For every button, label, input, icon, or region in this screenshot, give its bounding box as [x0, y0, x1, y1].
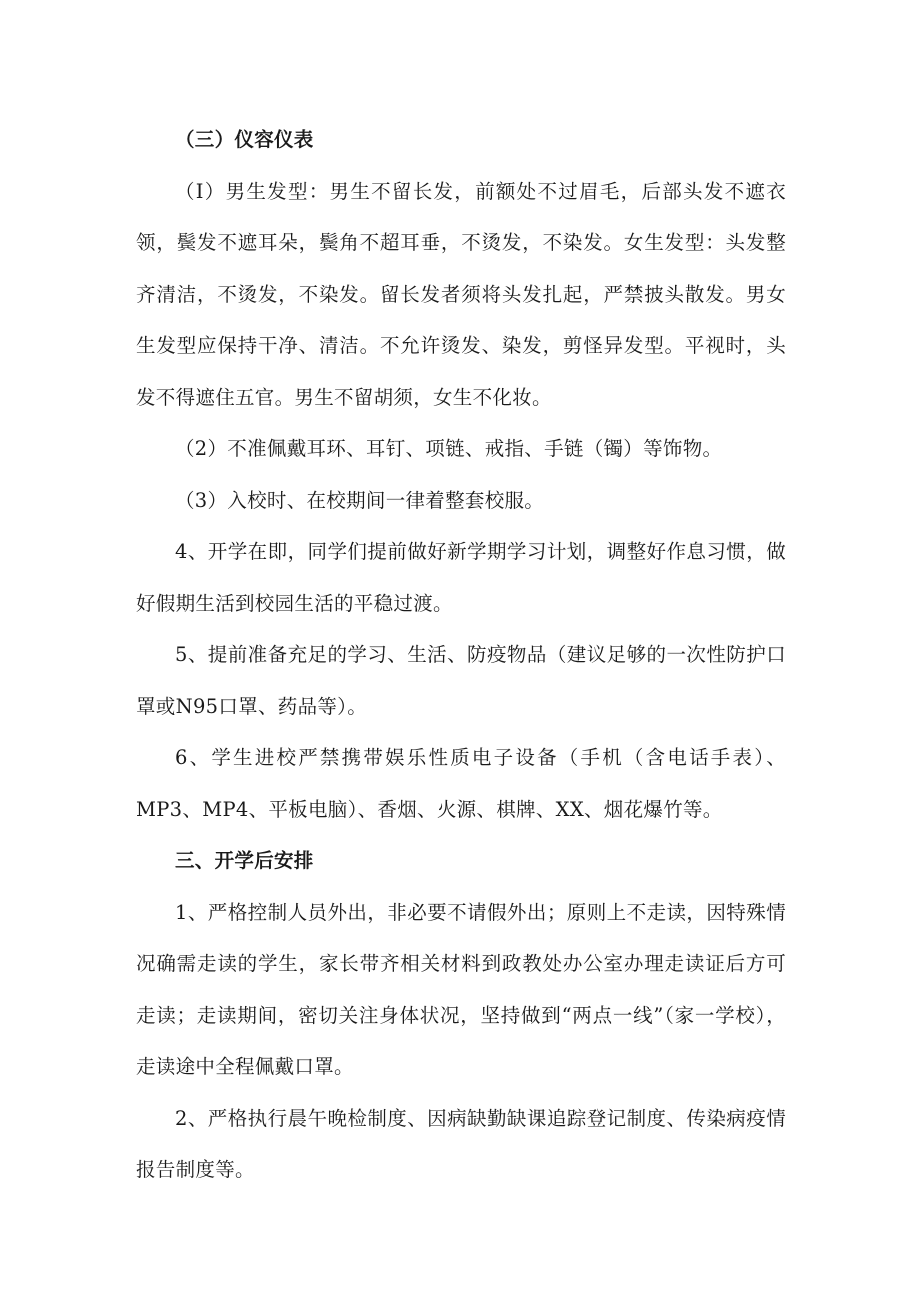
paragraph-uniform-rules: （3）入校时、在校期间一律着整套校服。: [175, 488, 545, 512]
section-heading-after-school-start: 三、开学后安排: [175, 849, 314, 872]
paragraph-study-plan: 4、开学在即，同学们提前做好新学期学习计划，调整好作息习惯，做好假期生活到校园生活的平稳过渡。: [136, 540, 786, 615]
paragraph-outing-control: 1、严格控制人员外出，非必要不请假外出；原则上不走读，因特殊情况确需走读的学生，家长带齐相关材料到政教处办公室办理走读证后方可走读；走读期间，密切关注身体状况，坚持做到“两点一线”（家一学校），走读途中全程佩戴口罩。: [136, 900, 786, 1078]
paragraph-hairstyle-rules: （I）男生发型：男生不留长发，前额处不过眉毛，后部头发不遮衣领，鬓发不遮耳朵，鬓角不超耳垂，不烫发，不染发。女生发型：头发整齐清洁，不烫发，不染发。留长发者须将头发扎起，严禁披头散发。男女生发型应保持干净、清洁。不允许烫发、染发，剪怪异发型。平视时，头发不得遮住五官。男生不留胡须，女生不化妆。: [136, 179, 786, 409]
paragraph-jewelry-rules: （2）不准佩戴耳环、耳钉、项链、戒指、手链（镯）等饰物。: [175, 437, 723, 460]
paragraph-health-checks: 2、严格执行晨午晚检制度、因病缺勤缺课追踪登记制度、传染病疫情报告制度等。: [136, 1106, 786, 1181]
paragraph-supplies: 5、提前准备充足的学习、生活、防疫物品（建议足够的一次性防护口罩或N95口罩、药品等）。: [136, 643, 786, 718]
paragraph-prohibited-items: 6、学生进校严禁携带娱乐性质电子设备（手机（含电话手表）、MP3、MP4、平板电脑）、香烟、火源、棋牌、XX、烟花爆竹等。: [136, 746, 786, 821]
section-heading-appearance: （三）仪容仪表: [175, 128, 314, 151]
document-body: [136, 114, 786, 1196]
